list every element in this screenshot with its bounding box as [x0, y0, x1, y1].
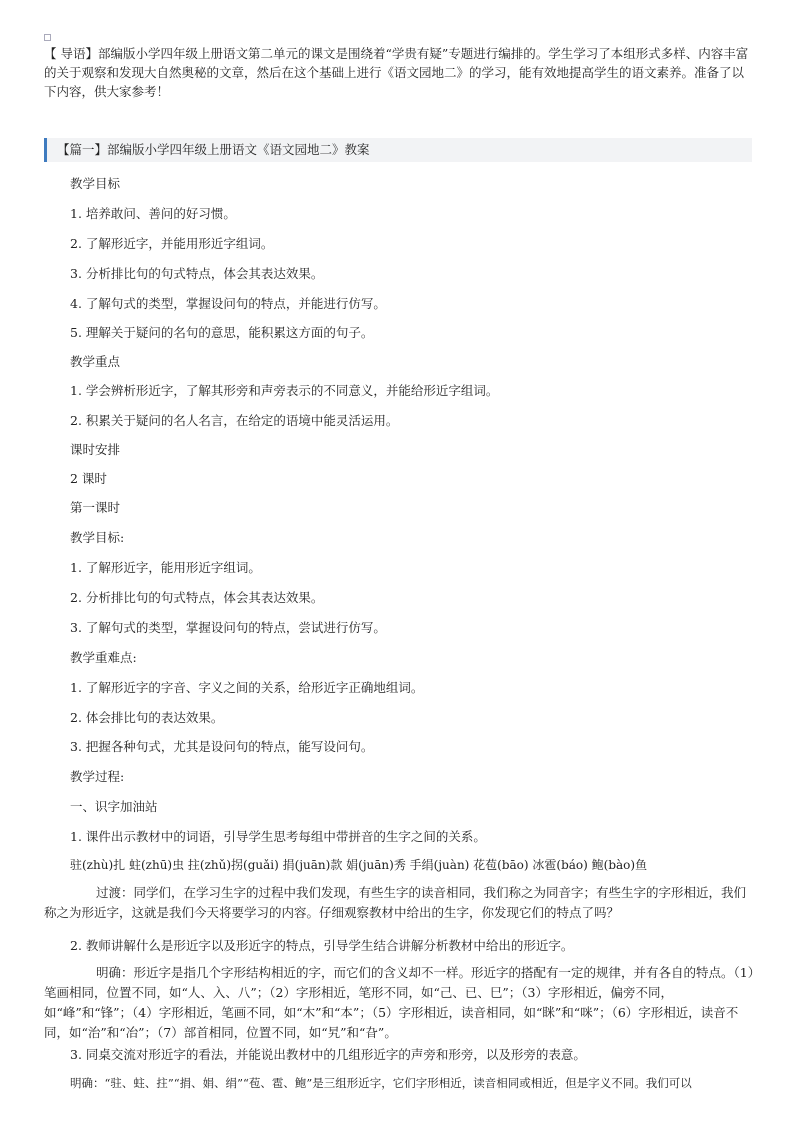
- goal-3: 3. 分析排比句的句式特点，体会其表达效果。: [70, 266, 324, 281]
- goal-2: 2. 了解形近字，并能用形近字组词。: [70, 236, 274, 251]
- section-heading: 【篇一】部编版小学四年级上册语文《语文园地二》教案: [44, 138, 752, 162]
- difficulty-3: 3. 把握各种句式，尤其是设问句的特点，能写设问句。: [70, 739, 374, 754]
- heading-schedule: 课时安排: [70, 442, 121, 457]
- goal-1: 1. 培养敢问、善问的好习惯。: [70, 206, 236, 221]
- schedule-value: 2 课时: [70, 471, 107, 486]
- heading-lesson-goals: 教学目标:: [70, 530, 125, 545]
- intro-paragraph: 【 导语】部编版小学四年级上册语文第二单元的课文是围绕着“学贵有疑”专题进行编排的。学生学习了本组形式多样、内容丰富的关于观察和发现大自然奥秘的文章，然后在这个基础上进行《语文园地二》的学习，能有效地提高学生的语文素养。准备了以下内容，供大家参考！: [44, 46, 749, 99]
- heading-process: 教学过程:: [70, 769, 125, 784]
- explanation-paragraph: 明确：形近字是指几个字形结构相近的字，而它们的含义却不一样。形近字的搭配有一定的规律，并有各自的特点。（1）笔画相同，位置不同，如“人、入、八”；（2）字形相近，笔形不同，如“己、已、巳”；（3）字形相近，偏旁不同，如“峰”和“锋”；（4）字形相近，笔画不同，如“木”和“本”；（5）字形相近，读音相同，如“眯”和“咪”；（6）字形相近，读音不同，如“治”和“冶”；（7）部首相同，位置不同，如“旯”和“旮”。: [44, 965, 754, 1040]
- process-step-3: 3. 同桌交流对形近字的看法，并能说出教材中的几组形近字的声旁和形旁，以及形旁的表意。: [70, 1047, 586, 1062]
- heading-teaching-goals: 教学目标: [70, 176, 121, 191]
- difficulty-2: 2. 体会排比句的表达效果。: [70, 710, 224, 725]
- difficulty-1: 1. 了解形近字的字音、字义之间的关系，给形近字正确地组词。: [70, 680, 424, 695]
- process-step-1: 1. 课件出示教材中的词语，引导学生思考每组中带拼音的生字之间的关系。: [70, 829, 486, 844]
- lesson-goal-3: 3. 了解句式的类型，掌握设问句的特点，尝试进行仿写。: [70, 620, 386, 635]
- lesson-goal-1: 1. 了解形近字，能用形近字组词。: [70, 560, 261, 575]
- process-step-2: 2. 教师讲解什么是形近字以及形近字的特点，引导学生结合讲解分析教材中给出的形近字。: [70, 938, 574, 953]
- goal-4: 4. 了解句式的类型，掌握设问句的特点，并能进行仿写。: [70, 296, 386, 311]
- transition-paragraph: 过渡：同学们，在学习生字的过程中我们发现，有些生字的读音相同，我们称之为同音字；有些生字的字形相近，我们称之为形近字，这就是我们今天将要学习的内容。仔细观察教材中给出的生字，你发现它们的特点了吗？: [44, 885, 747, 920]
- key-point-1: 1. 学会辨析形近字，了解其形旁和声旁表示的不同意义，并能给形近字组词。: [70, 383, 499, 398]
- goal-5: 5. 理解关于疑问的名句的意思，能积累这方面的句子。: [70, 325, 374, 340]
- page-corner-mark: [44, 34, 51, 41]
- heading-difficulties: 教学重难点:: [70, 650, 137, 665]
- heading-first-lesson: 第一课时: [70, 500, 121, 515]
- pinyin-word-list: 驻(zhù)扎 蛀(zhū)虫 拄(zhǔ)拐(guǎi) 捐(juān)款 娟(juān)秀 手绢(juàn) 花苞(bāo) 冰雹(báo) 鲍(bào)鱼: [70, 858, 648, 872]
- heading-key-points: 教学重点: [70, 354, 121, 369]
- last-paragraph: 明确：“驻、蛀、拄”“捐、娟、绢”“苞、雹、鲍”是三组形近字，它们字形相近，读音相同或相近，但是字义不同。我们可以: [70, 1076, 692, 1090]
- key-point-2: 2. 积累关于疑问的名人名言，在给定的语境中能灵活运用。: [70, 413, 399, 428]
- heading-literacy-station: 一、识字加油站: [70, 799, 158, 814]
- lesson-goal-2: 2. 分析排比句的句式特点，体会其表达效果。: [70, 590, 324, 605]
